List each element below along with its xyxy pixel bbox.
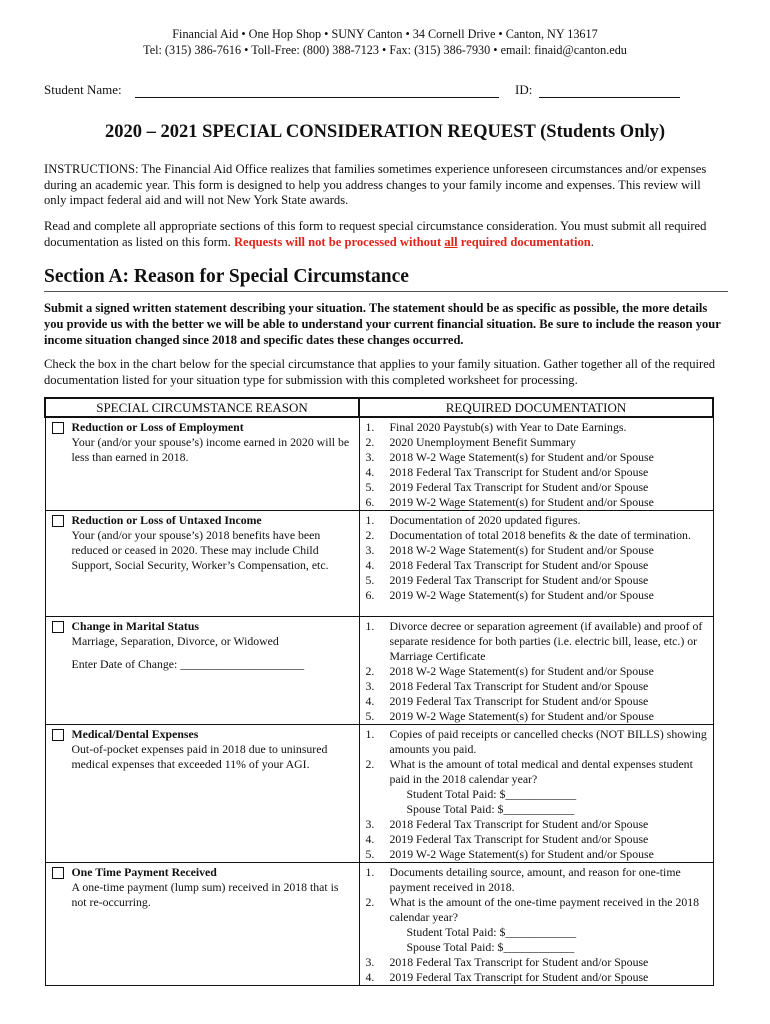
- reason-title: Reduction or Loss of Employment: [71, 420, 244, 434]
- doc-item-text: Spouse Total Paid: $____________: [406, 940, 575, 954]
- reason-cell: [45, 863, 359, 986]
- doc-item-text: 2019 Federal Tax Transcript for Student and/or Spouse: [389, 480, 649, 494]
- doc-item: [364, 619, 709, 664]
- doc-item: [364, 895, 709, 925]
- reason-checkbox[interactable]: [52, 867, 64, 879]
- doc-item-text: 2019 W-2 Wage Statement(s) for Student and/or Spouse: [389, 709, 654, 723]
- doc-item-text: 2019 Federal Tax Transcript for Student and/or Spouse: [389, 694, 649, 708]
- reason-description: Out-of-pocket expenses paid in 2018 due to uninsured medical expenses that exceeded 11% of your AGI.: [71, 742, 328, 771]
- doc-item-text: Documents detailing source, amount, and reason for one-time payment received in 2018.: [389, 865, 681, 894]
- office-header: [0, 26, 770, 58]
- doc-item-text: 2020 Unemployment Benefit Summary: [389, 435, 576, 449]
- reason-checkbox[interactable]: [52, 515, 64, 527]
- doc-item-text: Documentation of 2020 updated figures.: [389, 513, 581, 527]
- form-title: 2020 – 2021 SPECIAL CONSIDERATION REQUEST (Students Only): [104, 122, 666, 142]
- reason-description: Your (and/or your spouse’s) 2018 benefits have been reduced or ceased in 2020. These may include Child Support, Social Security, Worker’s Compensation, etc.: [71, 528, 329, 572]
- student-info-line: [44, 82, 734, 100]
- reason-cell: [45, 511, 359, 617]
- doc-item-number: 1.: [365, 727, 375, 741]
- doc-item-text: 2018 W-2 Wage Statement(s) for Student and/or Spouse: [389, 543, 654, 557]
- reason-title: Change in Marital Status: [71, 619, 199, 633]
- date-of-change-field[interactable]: Enter Date of Change: _____________________: [71, 657, 305, 671]
- reason-title: Medical/Dental Expenses: [71, 727, 199, 741]
- doc-item-number: 6.: [365, 495, 375, 509]
- doc-item: [364, 513, 709, 528]
- reason-description: Marriage, Separation, Divorce, or Widowed: [71, 634, 279, 648]
- doc-item: [364, 832, 709, 847]
- table-row: [45, 617, 713, 725]
- doc-item: [364, 970, 709, 985]
- documentation-cell: [359, 725, 713, 863]
- doc-item-text: 2018 Federal Tax Transcript for Student and/or Spouse: [389, 817, 649, 831]
- doc-item-text: What is the amount of total medical and dental expenses student paid in the 2018 calendar year?: [389, 757, 693, 786]
- doc-item-number: 1.: [365, 619, 375, 633]
- checkbox-instructions: Check the box in the chart below for the special circumstance that applies to your family situation. Gather together all of the required documentation listed for your situation type for submission with this completed worksheet for processing.: [44, 357, 716, 387]
- documentation-column-header: REQUIRED DOCUMENTATION: [359, 398, 713, 417]
- read-complete-main: Read and complete all appropriate sections of this form to request special circumstance consideration. You must submit all required documentation as listed on this form.: [44, 219, 707, 249]
- doc-item-number: 4.: [365, 832, 375, 846]
- section-a-title: Section A: Reason for Special Circumstance: [44, 266, 409, 287]
- signed-statement-instructions: Submit a signed written statement describing your situation. The statement should be as specific as possible, the more details you provide us with the better we will be able to understand your current financial situation. Be sure to include the reason your income situation changed since 2018 and specific dates these changes occurred.: [44, 301, 721, 347]
- special-circumstance-table: [44, 397, 714, 986]
- amount-field[interactable]: [364, 787, 709, 802]
- doc-item-text: Spouse Total Paid: $____________: [406, 802, 575, 816]
- doc-item: [364, 573, 709, 588]
- read-complete-text: Read and complete all appropriate sections of this form to request special circumstance consideration. You must submit all required documentation as listed on this form. Requests will not be processed without all required documentation.: [44, 219, 707, 249]
- documentation-cell: [359, 617, 713, 725]
- table-row: [45, 511, 713, 617]
- reason-title: One Time Payment Received: [71, 865, 217, 879]
- doc-item-text: Documentation of total 2018 benefits & the date of termination.: [389, 528, 691, 542]
- doc-item-number: 1.: [365, 865, 375, 879]
- doc-item-number: 4.: [365, 558, 375, 572]
- doc-item: [364, 664, 709, 679]
- doc-item-number: 3.: [365, 679, 375, 693]
- table-header-row: [45, 398, 713, 417]
- reason-description: A one-time payment (lump sum) received in 2018 that is not re-occurring.: [71, 880, 339, 909]
- doc-item-number: 5.: [365, 573, 375, 587]
- doc-item: [364, 465, 709, 480]
- table-row: [45, 725, 713, 863]
- doc-item-number: 4.: [365, 970, 375, 984]
- doc-item-number: 2.: [365, 664, 375, 678]
- doc-item-number: 3.: [365, 955, 375, 969]
- documentation-cell: [359, 863, 713, 986]
- doc-item: [364, 420, 709, 435]
- doc-item-number: 1.: [365, 420, 375, 434]
- doc-item-number: 6.: [365, 588, 375, 602]
- doc-item-text: 2019 Federal Tax Transcript for Student and/or Spouse: [389, 832, 649, 846]
- doc-item: [364, 757, 709, 787]
- header-address-line: Financial Aid • One Hop Shop • SUNY Canton • 34 Cornell Drive • Canton, NY 13617: [172, 27, 598, 41]
- doc-item-text: Student Total Paid: $____________: [406, 787, 577, 801]
- documentation-cell: [359, 417, 713, 511]
- doc-item: [364, 450, 709, 465]
- reason-description: Your (and/or your spouse’s) income earned in 2020 will be less than earned in 2018.: [71, 435, 350, 464]
- doc-item-text: Final 2020 Paystub(s) with Year to Date Earnings.: [389, 420, 627, 434]
- table-body: [45, 417, 713, 986]
- reason-header: [50, 865, 355, 880]
- section-divider: [44, 291, 728, 292]
- reason-header: [50, 619, 355, 634]
- doc-item-text: 2018 W-2 Wage Statement(s) for Student and/or Spouse: [389, 664, 654, 678]
- doc-item-number: 3.: [365, 450, 375, 464]
- doc-item-text: 2018 Federal Tax Transcript for Student and/or Spouse: [389, 558, 649, 572]
- student-id-label: ID:: [515, 82, 533, 97]
- table-row: [45, 417, 713, 511]
- doc-item-number: 4.: [365, 694, 375, 708]
- doc-item: [364, 558, 709, 573]
- doc-item-number: 5.: [365, 709, 375, 723]
- reason-cell: [45, 417, 359, 511]
- doc-item: [364, 727, 709, 757]
- reason-cell: [45, 617, 359, 725]
- student-name-label: Student Name:: [44, 82, 122, 97]
- doc-item: [364, 679, 709, 694]
- doc-item-text: 2019 W-2 Wage Statement(s) for Student and/or Spouse: [389, 588, 654, 602]
- instructions-text: INSTRUCTIONS: The Financial Aid Office realizes that families sometimes experience unforeseen circumstances and/or expenses during an academic year. This form is designed to help you address changes to your family income and expenses. This review will only impact federal aid and will not New York State awards.: [44, 162, 707, 207]
- doc-item-number: 3.: [365, 543, 375, 557]
- reason-checkbox[interactable]: [52, 729, 64, 741]
- doc-item: [364, 588, 709, 603]
- amount-field[interactable]: [364, 925, 709, 940]
- amount-field[interactable]: [364, 940, 709, 955]
- reason-header: [50, 420, 355, 435]
- doc-item-text: 2018 Federal Tax Transcript for Student and/or Spouse: [389, 465, 649, 479]
- doc-item: [364, 495, 709, 510]
- documentation-cell: [359, 511, 713, 617]
- doc-item: [364, 955, 709, 970]
- doc-item: [364, 694, 709, 709]
- doc-item-text: 2019 Federal Tax Transcript for Student and/or Spouse: [389, 573, 649, 587]
- amount-field[interactable]: [364, 802, 709, 817]
- doc-item-text: 2018 W-2 Wage Statement(s) for Student and/or Spouse: [389, 450, 654, 464]
- doc-item: [364, 543, 709, 558]
- doc-item-text: Divorce decree or separation agreement (if available) and proof of separate residence for both parties (i.e. electric bill, lease, etc.) or Marriage Certificate: [389, 619, 703, 663]
- doc-item-text: 2018 Federal Tax Transcript for Student and/or Spouse: [389, 679, 649, 693]
- doc-item-text: Student Total Paid: $____________: [406, 925, 577, 939]
- reason-header: [50, 513, 355, 528]
- reason-title: Reduction or Loss of Untaxed Income: [71, 513, 262, 527]
- doc-item: [364, 528, 709, 543]
- doc-item-number: 5.: [365, 480, 375, 494]
- required-doc-warning: Requests will not be processed without all required documentation: [233, 234, 591, 249]
- doc-item-number: 2.: [365, 435, 375, 449]
- doc-item-number: 2.: [365, 895, 375, 909]
- doc-item: [364, 480, 709, 495]
- doc-item-text: 2019 W-2 Wage Statement(s) for Student and/or Spouse: [389, 495, 654, 509]
- student-id-field[interactable]: [539, 82, 680, 98]
- reason-cell: [45, 725, 359, 863]
- doc-item: [364, 817, 709, 832]
- table-row: [45, 863, 713, 986]
- doc-item-text: 2018 Federal Tax Transcript for Student and/or Spouse: [389, 955, 649, 969]
- doc-item-text: Copies of paid receipts or cancelled checks (NOT BILLS) showing amounts you paid.: [389, 727, 707, 756]
- reason-checkbox[interactable]: [52, 422, 64, 434]
- doc-item-text: 2019 W-2 Wage Statement(s) for Student and/or Spouse: [389, 847, 654, 861]
- doc-item-number: 5.: [365, 847, 375, 861]
- doc-item-number: 1.: [365, 513, 375, 527]
- doc-item-number: 3.: [365, 817, 375, 831]
- doc-item-number: 2.: [365, 757, 375, 771]
- doc-item-number: 2.: [365, 528, 375, 542]
- student-name-field[interactable]: [135, 82, 499, 98]
- reason-checkbox[interactable]: [52, 621, 64, 633]
- doc-item: [364, 709, 709, 724]
- doc-item: [364, 435, 709, 450]
- reason-header: [50, 727, 355, 742]
- doc-item: [364, 847, 709, 862]
- doc-item-text: 2019 Federal Tax Transcript for Student and/or Spouse: [389, 970, 649, 984]
- doc-item-number: 4.: [365, 465, 375, 479]
- doc-item: [364, 865, 709, 895]
- header-contact-line: Tel: (315) 386-7616 • Toll-Free: (800) 388-7123 • Fax: (315) 386-7930 • email: finaid@canton.edu: [143, 43, 627, 57]
- doc-item-text: What is the amount of the one-time payment received in the 2018 calendar year?: [389, 895, 700, 924]
- reason-column-header: SPECIAL CIRCUMSTANCE REASON: [45, 398, 359, 417]
